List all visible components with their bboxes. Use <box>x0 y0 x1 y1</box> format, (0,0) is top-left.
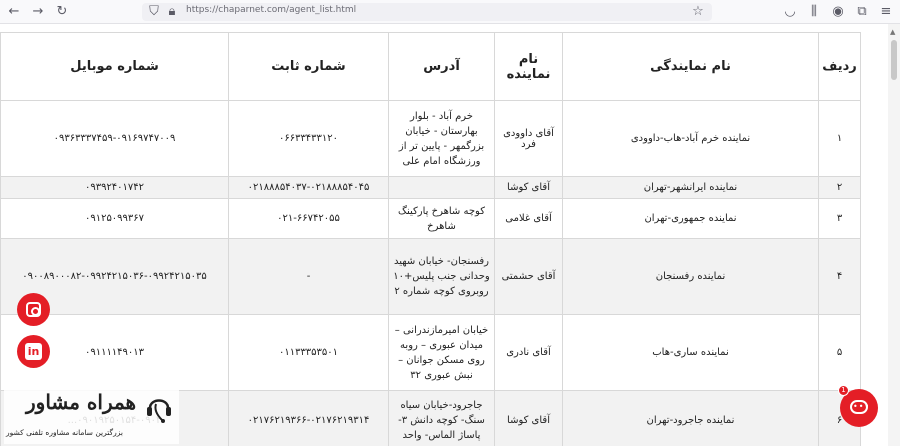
table-header-row <box>1 33 861 101</box>
headset-logo-icon <box>144 390 174 426</box>
cell-agent-name: آقای داوودی فرد <box>495 101 563 177</box>
table-row <box>1 177 861 199</box>
linkedin-button[interactable] <box>17 335 50 368</box>
cell-address: رفسنجان- خیابان شهید وحدانی جنب پلیس+۱۰ روبروی کوچه شماره ۲ <box>389 239 495 315</box>
hamrah-moshaver-logo <box>4 388 179 444</box>
url-text: https://chaparnet.com/agent_list.html <box>186 5 357 15</box>
cell-row-no: ۴ <box>819 239 861 315</box>
chat-notification-badge: 1 <box>838 385 849 396</box>
cell-landline: ۰۲۱-۶۶۷۴۲۰۵۵ <box>229 199 389 239</box>
cell-row-no: ۶ <box>819 391 861 446</box>
header-address: آدرس <box>389 33 495 101</box>
lock-icon[interactable]: 🔒︎ <box>168 4 176 19</box>
menu-icon[interactable]: ≡ <box>880 4 892 19</box>
logo-subtitle: بزرگترین سامانه مشاوره تلفنی کشور <box>6 428 123 437</box>
cell-address <box>389 177 495 199</box>
cell-address: کوچه شاهرخ پارکینگ شاهرخ <box>389 199 495 239</box>
table-row <box>1 239 861 315</box>
cell-row-no: ۳ <box>819 199 861 239</box>
vertical-scrollbar[interactable] <box>888 24 900 446</box>
forward-arrow-icon[interactable]: → <box>32 4 44 19</box>
chat-dots-icon: ••• <box>853 402 871 411</box>
cell-agent-name: آقای نادری <box>495 315 563 391</box>
page-content <box>0 24 900 446</box>
cell-address: خرم آباد - بلوار بهارستان - خیابان بزرگمهر - پایین تر از ورزشگاه امام علی <box>389 101 495 177</box>
cell-agency-name: نماینده جمهوری-تهران <box>563 199 819 239</box>
table-row <box>1 101 861 177</box>
header-agent-name: نام نماینده <box>495 33 563 101</box>
cell-agency-name: نماینده ایرانشهر-تهران <box>563 177 819 199</box>
cell-mobile: ۰۹۱۱۱۱۴۹۰۱۳ <box>1 315 229 391</box>
header-mobile: شماره موبایل <box>1 33 229 101</box>
reload-icon[interactable]: ↻ <box>56 4 68 19</box>
cell-row-no: ۵ <box>819 315 861 391</box>
cell-landline: ۰۲۱۷۶۲۱۹۳۶۶-۰۲۱۷۶۲۱۹۳۱۴ <box>229 391 389 446</box>
cell-mobile: ۰۹۰۰۸۹۰۰۰۸۲-۰۹۹۲۴۲۱۵۰۳۶-۰۹۹۲۴۲۱۵۰۳۵ <box>1 239 229 315</box>
cell-row-no: ۲ <box>819 177 861 199</box>
scroll-up-arrow-icon[interactable]: ▲ <box>890 28 896 36</box>
cell-agent-name: آقای غلامی <box>495 199 563 239</box>
cell-mobile: ۰۹۳۶۳۳۳۷۴۵۹-۰۹۱۶۹۷۴۷۰۰۹ <box>1 101 229 177</box>
cell-landline: - <box>229 239 389 315</box>
agents-table <box>0 32 861 446</box>
cell-agent-name: آقای کوشا <box>495 391 563 446</box>
extensions-icon[interactable]: ⧉ <box>857 4 867 19</box>
cell-landline: ۰۶۶۳۳۴۳۳۱۲۰ <box>229 101 389 177</box>
shield-icon[interactable]: ⛉ <box>149 4 159 19</box>
cell-agent-name: آقای کوشا <box>495 177 563 199</box>
browser-toolbar <box>0 0 900 24</box>
cell-mobile: ۰۹۱۲۵۰۹۹۳۶۷ <box>1 199 229 239</box>
bookmark-star-icon[interactable]: ☆ <box>692 4 704 19</box>
instagram-icon <box>26 302 41 317</box>
table-row <box>1 315 861 391</box>
cell-landline: ۰۱۱۳۳۳۵۳۵۰۱ <box>229 315 389 391</box>
pocket-icon[interactable]: ◡ <box>784 4 796 19</box>
account-icon[interactable]: ◉ <box>832 4 844 19</box>
back-arrow-icon[interactable]: ← <box>8 4 20 19</box>
cell-address: خیابان امیرمازندرانی – میدان عبوری – روبه روی مسکن جوانان – نبش عبوری ۳۲ <box>389 315 495 391</box>
cell-agent-name: آقای حشمتی <box>495 239 563 315</box>
header-landline: شماره ثابت <box>229 33 389 101</box>
library-icon[interactable]: ⫼ <box>811 4 817 19</box>
logo-title: همراه مشاور <box>26 390 137 414</box>
instagram-button[interactable] <box>17 293 50 326</box>
header-agency-name: نام نمایندگی <box>563 33 819 101</box>
cell-landline: ۰۲۱۸۸۸۵۴۰۳۷-۰۲۱۸۸۸۵۴۰۴۵ <box>229 177 389 199</box>
cell-agency-name: نماینده جاجرود-تهران <box>563 391 819 446</box>
cell-address: جاجرود-خیابان سیاه سنگ- کوچه دانش ۳- پاساژ الماس- واحد <box>389 391 495 446</box>
table-row <box>1 199 861 239</box>
cell-row-no: ۱ <box>819 101 861 177</box>
linkedin-icon: in <box>25 343 42 360</box>
cell-agency-name: نماینده ساری-هاب <box>563 315 819 391</box>
cell-agency-name: نماینده رفسنجان <box>563 239 819 315</box>
header-row-no: ردیف <box>819 33 861 101</box>
cell-agency-name: نماینده خرم آباد-هاب-داوودی <box>563 101 819 177</box>
cell-mobile: ۰۹۳۹۲۴۰۱۷۴۲ <box>1 177 229 199</box>
scroll-thumb[interactable] <box>891 40 897 80</box>
address-bar[interactable] <box>142 3 712 21</box>
